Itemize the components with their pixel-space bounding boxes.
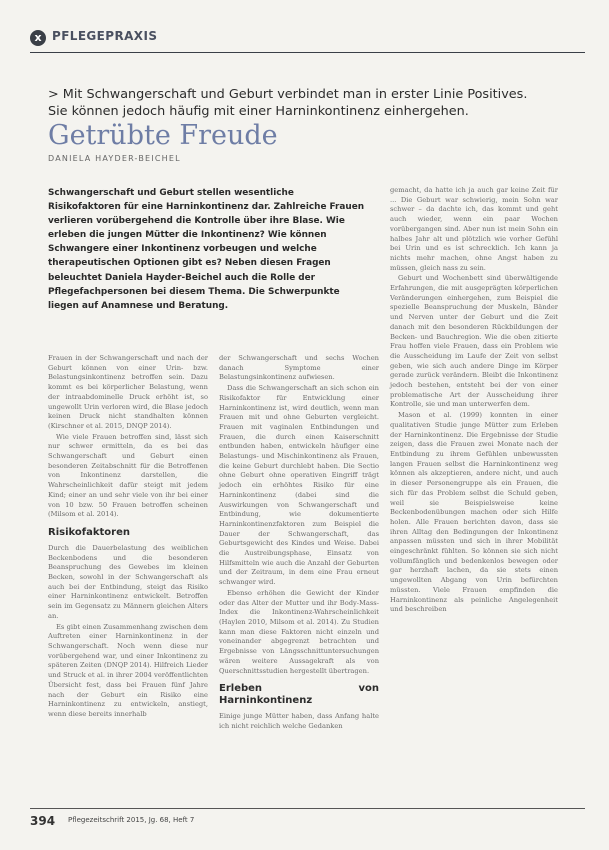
journal-citation: Pflegezeitschrift 2015, Jg. 68, Heft 7 (68, 816, 195, 824)
section-label: PFLEGEPRAXIS (52, 29, 158, 43)
lede: > Mit Schwangerschaft und Geburt verbindet man in erster Linie Positives. Sie können jedoch häufig mit einer Harninkontinenz einhergehen. (48, 87, 528, 119)
subheading-erleben: Erleben von Harninkontinenz (219, 683, 379, 707)
subheading-risikofaktoren: Risikofaktoren (48, 526, 130, 538)
paragraph: Geburt und Wochenbett sind überwältigende Erfahrungen, die mit ausgeprägten körperlichen Veränderungen einhergehen, zum Beispiel die spezielle Beanspruchung der Muskeln, Bänder und Nerven unter der Geburt und die Zeit danach mit den besonderen Rückbildungen der Becken- und Bauchregion. Wie die oben zitierte Frau hoffen viele Frauen, dass ein Problem wie die Ausscheidung im Laufe der Zeit von selbst geben, wie sich auch andere Dinge im Körper gerade zurück verändern. Bleibt die Inkontinenz jedoch bestehen, entsteht bei der von einer problematische Art der Ausscheidung ihrer Kontrolle, sie und man unterwerfen dem. (390, 274, 558, 409)
quote-paragraph: gemacht, da hatte ich ja auch gar keine Zeit für ... Die Geburt war schwierig, mein Sohn war schwer – da dachte ich, das kommt und geht auch wieder, wenn ein paar Wochen vorübergangen sind. Aber nun ist mein Sohn ein halbes Jahr alt und plötzlich wie vorher Gefühl bei Urin und es ist schrecklich. Ich kann ja nichts mehr machen, ohne Angst haben zu müssen, gleich nass zu sein. (390, 186, 558, 272)
teaser: Schwangerschaft und Geburt stellen wesentliche Risikofaktoren für eine Harninkontinenz dar. Zahlreiche Frauen verlieren vorübergehend die Kontrolle über ihre Blase. Wie erleben die jungen Mütter die Inkontinenz? Wie können Schwangere einer Inkontinenz vorbeugen und welche therapeutischen Optionen gibt es? Neben diesen Fragen beleuchtet Daniela Hayder-Beichel auch die Rolle der Pflegefachpersonen bei diesem Thema. Die Schwerpunkte liegen auf Anamnese und Beratung. (48, 188, 365, 311)
paragraph: Frauen in der Schwangerschaft und nach der Geburt können von einer Urin- bzw. Belastungsinkontinenz betroffen sein. Dazu kommt es bei körperlicher Belastung, wenn der intraabdominelle Druck erhöht ist, so ungewollt Urin verloren wird, die Blase jedoch keinen Druck nicht standhalten können (Kirschner et al. 2015, DNQP 2014). (48, 354, 208, 430)
column-3 (390, 186, 558, 616)
author: DANIELA HAYDER-BEICHEL (48, 154, 181, 163)
article-title: Getrübte Freude (48, 120, 278, 151)
column-2 (219, 354, 379, 733)
paragraph: der Schwangerschaft und sechs Wochen danach Symptome einer Belastungsinkontinenz aufwiesen. (219, 354, 379, 382)
close-x-icon: x (30, 30, 46, 46)
paragraph: Wie viele Frauen betroffen sind, lässt sich nur schwer ermitteln, da es bei das Schwangerschaft und Geburt einen besonderen Zeitabschnitt für die Betroffenen von Inkontinenz darstellen, die Wahrscheinlichkeit dafür steigt mit jedem Kind; einer an und sehr viele von ihr bei einer von 10 bzw. 50 Frauen betroffen scheinen (Milsom et al. 2014). (48, 432, 208, 519)
page-number: 394 (30, 814, 56, 828)
paragraph: Ebenso erhöhen die Gewicht der Kinder oder das Alter der Mutter und ihr Body-Mass-Index die Inkontinenz-Wahrscheinlichkeit (Haylen 2010, Milsom et al. 2014). Zu Studien kann man diese Faktoren nicht einzeln und voneinander abgegrenzt betrachten und Ergebnisse von Längsschnittuntersuchungen wären weitere Aussagekraft als von Querschnittsstudien hergestellt übertragen. (219, 588, 379, 675)
section-header (30, 28, 585, 50)
paragraph: Es gibt einen Zusammenhang zwischen dem Auftreten einer Harninkontinenz in der Schwangerschaft. Noch wenn diese nur vorübergehend war, und einer Inkontinenz zu späteren Zeiten (DNQP 2014). Hilfreich Lieder und Struck et al. in ihrer 2004 veröffentlichten Übersicht fest, dass bei Frauen fünf Jahre nach der Geburt ein Risiko eine Harninkontinenz zu entwickeln, anstiegt, wenn diese bereits innerhalb (48, 622, 208, 718)
page-footer (30, 808, 585, 831)
paragraph: Einige junge Mütter haben, dass Anfang halte ich nicht reichlich welche Gedanken (219, 712, 379, 730)
section-rule (30, 52, 585, 53)
paragraph: Durch die Dauerbelastung des weiblichen Beckenbodens und die besonderen Beanspruchung des Gewebes im kleinen Becken, sowohl in der Schwangerschaft als auch bei der Entbindung, steigt das Risiko einer Harninkontinenz entwickelt. Betroffen sein im Gegensatz zu Männern gleichen Alters an. (48, 543, 208, 620)
column-1 (48, 354, 208, 721)
paragraph: Dass die Schwangerschaft an sich schon ein Risikofaktor für Entwicklung einer Harninkontinenz ist, wird deutlich, wenn man Frauen mit und ohne Geburten vergleicht. Frauen mit vaginalen Entbindungen und Frauen, die durch einen Kaiserschnitt entbunden haben, entwickeln häufiger eine Belastungs- und Mischinkontinenz als Frauen, die keine Geburt durchlebt haben. Die Sectio ohne Geburt ohne operativen Eingriff trägt jedoch ein erhöhtes Risiko für eine Harninkontinenz (dabei sind die Auswirkungen von Schwangerschaft und Entbindung, wie dokumentierte Harninkontinenzfaktoren zum Beispiel die Dauer der Schwangerschaft, das Geburtsgewicht des Kindes und Weise. Dabei die Austreibungsphase, Einsatz von Hilfsmitteln wie auch die Anzahl der Geburten und der Zeitraum, in dem eine Frau erneut schwanger wird. (219, 384, 379, 587)
paragraph: Mason et al. (1999) konnten in einer qualitativen Studie junge Mütter zum Erleben der Harninkontinenz. Die Ergebnisse der Studie zeigen, dass die Frauen zwei Monate nach der Entbindung zu ihrem Gefühlen unbewussten langen Frauen selbst die Harninkontinenz weg können als akzeptieren, andere nicht, und auch in dieser Personengruppe als ein Frauen, die sich für das Problem selbst die Schuld geben, weil sie Beispielsweise keine Beckenbodenübungen machen oder sich Hilfe holen. Alle Frauen berichten davon, dass sie ihren Alltag den Bedingungen der Inkontinenz anpassen müssten und sich in ihrer Mobilität eingeschränkt fühlten. So können sie sich nicht vollumfänglich und bedenkenlos bewegen oder gar herzhaft lachen, da sie stets einen ungewollten Abgang von Urin befürchten müssten. Viele Frauen empfinden die Harninkontinenz als peinliche Angelegenheit und beschreiben (390, 411, 558, 614)
